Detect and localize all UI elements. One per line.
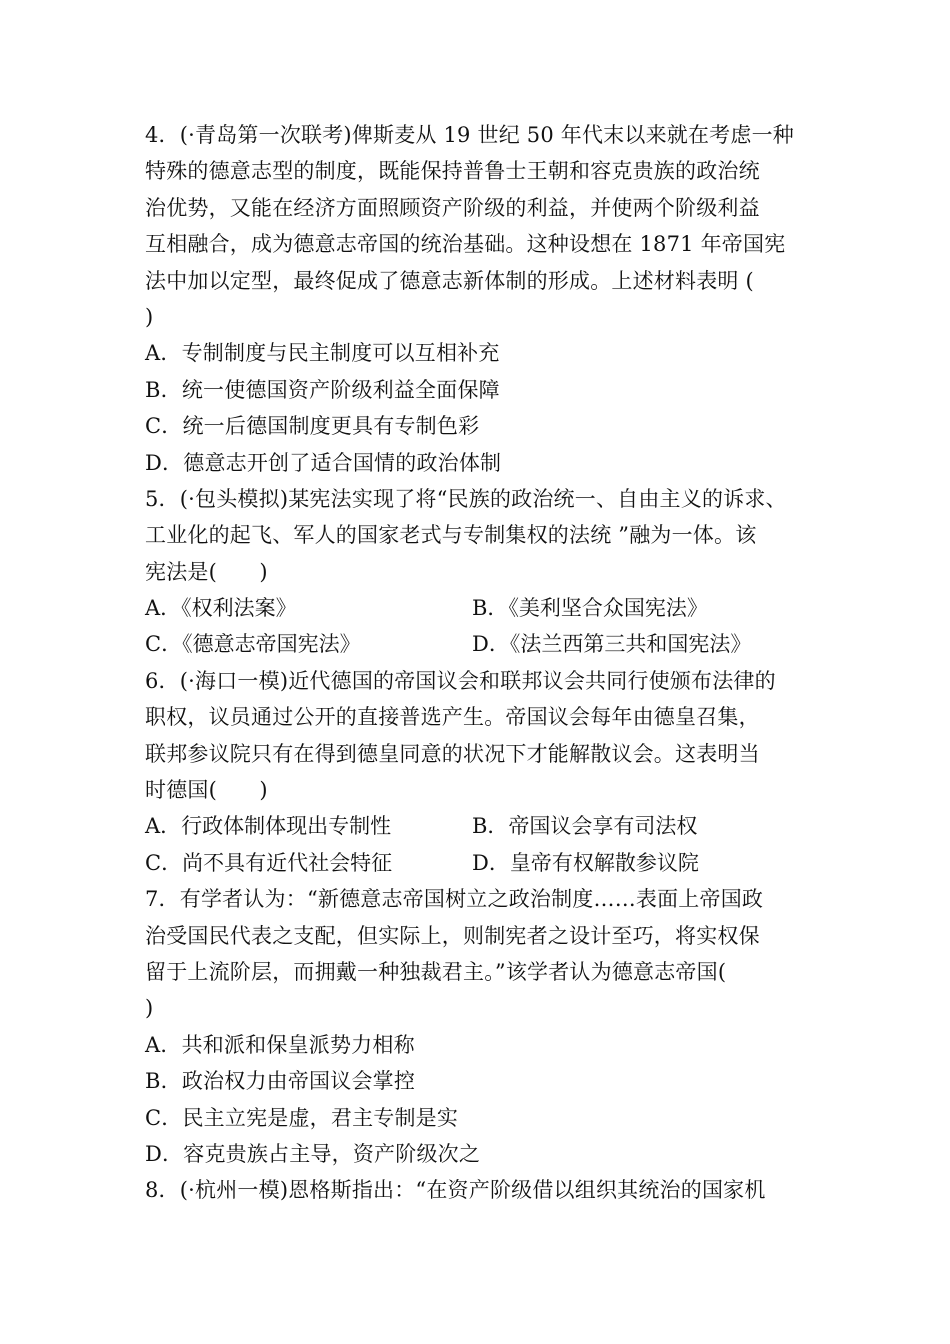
option-letter: B． (145, 1069, 182, 1094)
option-text: 统一后德国制度更具有专制色彩 (182, 414, 480, 439)
option-text: 统一使德国资产阶级利益全面保障 (181, 377, 500, 402)
option-letter: A． (145, 814, 182, 839)
option-letter: C． (145, 1105, 183, 1130)
question-6-options-row (145, 845, 810, 881)
option-text: 帝国议会享有司法权 (508, 814, 698, 839)
option-letter: A． (145, 1032, 182, 1057)
option-letter: D． (145, 450, 184, 475)
question-4-option-c (145, 408, 810, 444)
option-text: 皇帝有权解散参议院 (509, 850, 699, 875)
question-5-stem-line: 工业化的起飞、军人的国家老式与专制集权的法统 ”融为一体。该 (145, 523, 757, 548)
option-text: 《美利坚合众国宪法》 (508, 596, 708, 621)
question-6-option-a (145, 808, 472, 844)
question-4-stem-line: ) (145, 304, 154, 329)
question-5-options-row (145, 626, 810, 662)
question-4-option-b (145, 372, 810, 408)
option-letter: B． (472, 814, 509, 839)
option-letter: B． (145, 377, 182, 402)
option-text: 《法兰西第三共和国宪法》 (509, 632, 752, 657)
question-7-option-a (145, 1027, 810, 1063)
question-6-stem-line: 6．(·海口一模)近代德国的帝国议会和联邦议会共同行使颁布法律的 (145, 668, 776, 693)
question-4-stem-line: 法中加以定型，最终促成了德意志新体制的形成。上述材料表明 ( (145, 268, 754, 293)
question-5-option-c (145, 626, 472, 662)
option-letter: C． (145, 632, 183, 657)
option-letter: D． (145, 1141, 184, 1166)
question-4-stem-line: 4．(·青岛第一次联考)俾斯麦从 19 世纪 50 年代末以来就在考虑一种 (145, 123, 794, 147)
document-page (145, 117, 810, 1209)
question-6-option-b (472, 808, 810, 844)
option-text: 民主立宪是虚，君主专制是实 (182, 1105, 459, 1130)
question-5-stem-line: 宪法是( ) (145, 559, 268, 584)
question-7 (145, 881, 810, 1172)
question-6-stem-line: 联邦参议院只有在得到德皇同意的状况下才能解散议会。这表明当 (145, 741, 760, 766)
question-8 (145, 1172, 810, 1208)
question-4-option-d (145, 445, 810, 481)
question-5-options-row (145, 590, 810, 626)
question-4-stem-line: 治优势，又能在经济方面照顾资产阶级的利益，并使两个阶级利益 (145, 195, 760, 220)
option-text: 《权利法案》 (181, 596, 297, 621)
question-4 (145, 117, 810, 481)
option-letter: D． (472, 632, 510, 657)
question-4-option-a (145, 335, 810, 371)
question-6-stem-line: 时德国( ) (145, 778, 268, 803)
question-7-option-c (145, 1100, 810, 1136)
question-4-stem-line: 特殊的德意志型的制度，既能保持普鲁士王朝和容克贵族的政治统 (145, 159, 760, 184)
option-text: 德意志开创了适合国情的政治体制 (183, 450, 502, 475)
question-6-option-d (472, 845, 810, 881)
question-7-option-d (145, 1136, 810, 1172)
option-text: 容克贵族占主导，资产阶级次之 (183, 1141, 481, 1166)
question-6-option-c (145, 845, 472, 881)
option-letter: A． (145, 341, 182, 366)
question-5-option-b (472, 590, 810, 626)
option-text: 专制制度与民主制度可以互相补充 (181, 341, 500, 366)
question-5-stem-line: 5．(·包头模拟)某宪法实现了将“民族的政治统一、自由主义的诉求、 (145, 486, 787, 511)
question-6 (145, 663, 810, 881)
question-8-stem-line: 8．(·杭州一模)恩格斯指出：“在资产阶级借以组织其统治的国家机 (145, 1178, 766, 1203)
option-letter: A． (145, 596, 182, 621)
option-letter: D． (472, 850, 510, 875)
question-5-option-d (472, 626, 810, 662)
question-5 (145, 481, 810, 663)
option-letter: C． (145, 414, 183, 439)
question-4-stem-line: 互相融合，成为德意志帝国的统治基础。这种设想在 1871 年帝国宪 (145, 232, 786, 257)
option-letter: C． (145, 850, 183, 875)
option-text: 《德意志帝国宪法》 (182, 632, 361, 657)
option-text: 共和派和保皇派势力相称 (181, 1032, 415, 1057)
option-letter: B． (472, 596, 509, 621)
option-text: 行政体制体现出专制性 (181, 814, 392, 839)
question-5-option-a (145, 590, 472, 626)
option-text: 政治权力由帝国议会掌控 (181, 1069, 416, 1094)
question-7-option-b (145, 1063, 810, 1099)
question-6-options-row (145, 808, 810, 844)
question-6-stem-line: 职权，议员通过公开的直接普选产生。帝国议会每年由德皇召集， (145, 705, 760, 730)
question-7-stem-line: 留于上流阶层，而拥戴一种独裁君主。”该学者认为德意志帝国( (145, 959, 727, 984)
question-7-stem-line: ) (145, 996, 154, 1021)
question-7-stem-line: 治受国民代表之支配，但实际上，则制宪者之设计至巧，将实权保 (145, 923, 760, 948)
question-7-stem-line: 7．有学者认为：“新德意志帝国树立之政治制度……表面上帝国政 (145, 887, 764, 912)
option-text: 尚不具有近代社会特征 (182, 850, 393, 875)
